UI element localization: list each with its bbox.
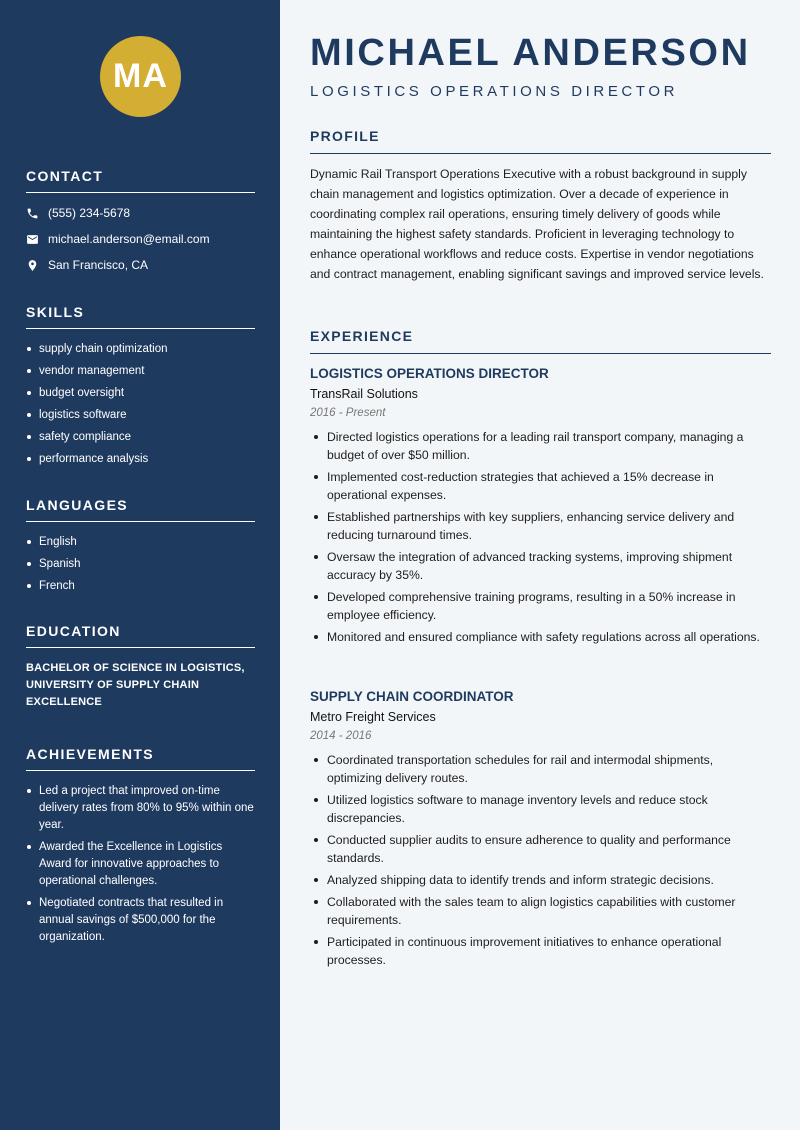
job-bullets: [310, 751, 771, 969]
phone-text: (555) 234-5678: [48, 206, 131, 220]
skills-section: [26, 304, 255, 473]
job-bullet: Participated in continuous improvement initiatives to enhance operational processes.: [310, 933, 771, 969]
job-title: SUPPLY CHAIN COORDINATOR: [310, 689, 514, 704]
contact-heading: CONTACT: [26, 168, 255, 193]
job-entry: [310, 689, 771, 973]
job-bullet: Implemented cost-reduction strategies that achieved a 15% decrease in operational expenses.: [310, 468, 771, 504]
profile-section: [310, 128, 771, 284]
skill-item: budget oversight: [26, 385, 255, 401]
job-bullet: Utilized logistics software to manage inventory levels and reduce stock discrepancies.: [310, 791, 771, 827]
job-bullet: Analyzed shipping data to identify trends and inform strategic decisions.: [310, 871, 771, 889]
language-item: Spanish: [26, 556, 255, 572]
contact-phone[interactable]: [26, 205, 255, 221]
phone-icon: [26, 207, 39, 220]
email-icon: [26, 233, 39, 246]
achievements-heading: ACHIEVEMENTS: [26, 746, 255, 771]
education-degree: BACHELOR OF SCIENCE IN LOGISTICS, UNIVERSITY OF SUPPLY CHAIN EXCELLENCE: [26, 662, 245, 708]
skill-item: vendor management: [26, 363, 255, 379]
job-bullet: Coordinated transportation schedules for rail and intermodal shipments, optimizing delivery routes.: [310, 751, 771, 787]
email-text: michael.anderson@email.com: [48, 232, 210, 246]
job-bullet: Oversaw the integration of advanced tracking systems, improving shipment accuracy by 35%.: [310, 548, 771, 584]
job-entry: [310, 366, 771, 650]
contact-section: [26, 168, 255, 273]
achievement-item: Negotiated contracts that resulted in annual savings of $500,000 for the organization.: [26, 895, 255, 946]
language-item: English: [26, 534, 255, 550]
languages-section: [26, 497, 255, 600]
languages-heading: LANGUAGES: [26, 497, 255, 522]
contact-email[interactable]: [26, 231, 255, 247]
skills-list: [26, 341, 255, 467]
skill-item: performance analysis: [26, 451, 255, 467]
job-dates: 2016 - Present: [310, 407, 386, 419]
job-bullet: Established partnerships with key suppliers, enhancing service delivery and reducing turnaround times.: [310, 508, 771, 544]
languages-list: [26, 534, 255, 594]
language-item: French: [26, 578, 255, 594]
job-company: TransRail Solutions: [310, 387, 418, 401]
skill-item: logistics software: [26, 407, 255, 423]
job-dates: 2014 - 2016: [310, 730, 372, 742]
location-pin-icon: [26, 259, 39, 272]
profile-text: Dynamic Rail Transport Operations Executive with a robust background in supply chain management and logistics optimization. Over a decade of experience in coordinating complex rail operations, ensuring timely delivery of goods while maintaining the highest safety standards. Proficient in leveraging technology to enhance operational workflows and reduce costs. Expertise in vendor negotiations and contract management, enabling significant savings and improved service levels.: [310, 167, 764, 281]
avatar: MA: [100, 36, 181, 117]
education-section: [26, 623, 255, 711]
sidebar: [0, 0, 280, 1130]
job-company: Metro Freight Services: [310, 710, 436, 724]
candidate-role: LOGISTICS OPERATIONS DIRECTOR: [310, 83, 679, 100]
contact-location: [26, 257, 255, 273]
experience-section: [310, 328, 771, 354]
job-bullets: [310, 428, 771, 646]
candidate-name: MICHAEL ANDERSON: [310, 32, 751, 74]
experience-heading: EXPERIENCE: [310, 328, 771, 354]
job-bullet: Monitored and ensured compliance with safety regulations across all operations.: [310, 628, 771, 646]
achievements-section: [26, 746, 255, 951]
location-text: San Francisco, CA: [48, 258, 149, 272]
job-title: LOGISTICS OPERATIONS DIRECTOR: [310, 366, 549, 381]
job-bullet: Collaborated with the sales team to align logistics capabilities with customer requirements.: [310, 893, 771, 929]
skills-heading: SKILLS: [26, 304, 255, 329]
job-bullet: Developed comprehensive training programs, resulting in a 50% increase in employee efficiency.: [310, 588, 771, 624]
job-bullet: Directed logistics operations for a leading rail transport company, managing a budget of over $50 million.: [310, 428, 771, 464]
education-heading: EDUCATION: [26, 623, 255, 648]
achievement-item: Led a project that improved on-time delivery rates from 80% to 95% within one year.: [26, 783, 255, 834]
profile-heading: PROFILE: [310, 128, 771, 154]
skill-item: supply chain optimization: [26, 341, 255, 357]
achievements-list: [26, 783, 255, 946]
achievement-item: Awarded the Excellence in Logistics Award for innovative approaches to operational challenges.: [26, 839, 255, 890]
skill-item: safety compliance: [26, 429, 255, 445]
job-bullet: Conducted supplier audits to ensure adherence to quality and performance standards.: [310, 831, 771, 867]
